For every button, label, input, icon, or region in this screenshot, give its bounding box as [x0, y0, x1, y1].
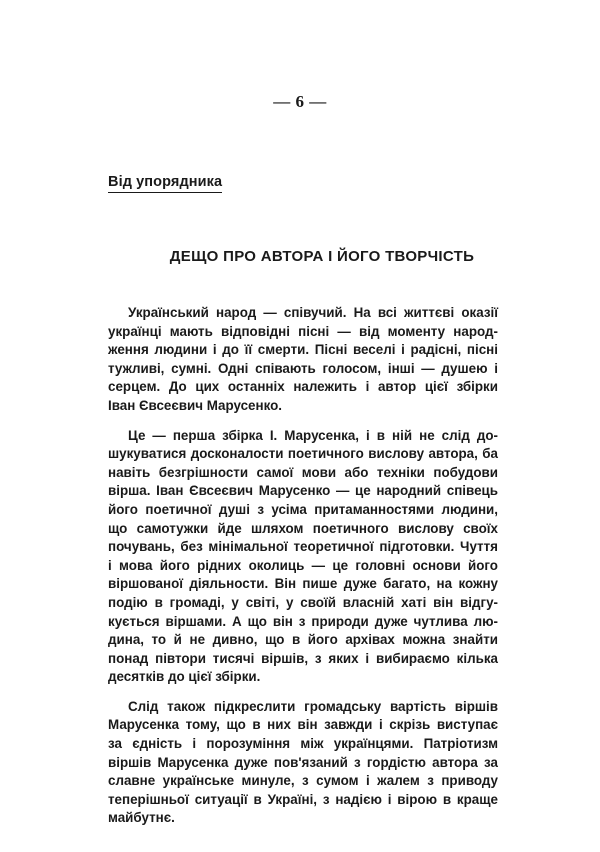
text-line: майбутнє. — [108, 810, 175, 826]
paragraph-2 — [108, 427, 498, 687]
text-line: Це — перша збірка І. Марусенка, і в ній не слід до- — [128, 427, 498, 443]
text-line: українці мають відповідні пісні — від моменту народ- — [108, 323, 498, 339]
text-line: шукуватися досконалости поетичного вислову автора, ба — [108, 446, 498, 462]
text-line: почувань, без мінімальної теоретичної підготовки. Чуття — [108, 539, 498, 555]
text-line: Марусенка тому, що в них він завжди і скрізь виступає — [108, 717, 498, 733]
text-line: вірша. Іван Євсеєвич Марусенко — це народний співець — [108, 483, 498, 499]
text-line: серцем. До цих останніх належить і автор цієї збірки — [108, 379, 498, 395]
text-line: і мова його рідних околиць — це головні основи його — [108, 557, 498, 573]
text-line: подію в громаді, у світі, у своїй власній хаті він відгу- — [108, 594, 498, 610]
section-label: Від упорядника — [108, 174, 222, 193]
text-line: ження людини і до її смерти. Пісні веселі і радісні, пісні — [108, 342, 498, 358]
text-line: навіть безгрішности самої мови або техніки побудови — [108, 464, 498, 480]
text-line: його поетичної душі з усіма притаманностями людини, — [108, 501, 498, 517]
text-line: теперішньої ситуації в Україні, з надією і вірою в краще — [108, 791, 498, 807]
text-line: Слід також підкреслити громадську вартість віршів — [128, 698, 498, 714]
text-line: десятків до цієї збірки. — [108, 669, 261, 685]
text-line: за єдність і порозуміння між українцями. Патріотизм — [108, 736, 498, 752]
text-line: що самотужки йде шляхом поетичного вислову своїх — [108, 520, 498, 536]
text-line: понад півтори тисячі віршів, з яких і вибираємо кілька — [108, 650, 498, 666]
page-number: — 6 — — [273, 92, 327, 111]
text-line: Український народ — співучий. На всі життєві оказії — [128, 305, 498, 320]
text-line: тужливі, сумні. Одні співають голосом, інші — душею і — [108, 360, 498, 376]
text-line: кується віршами. А що він з природи дуже чутлива лю- — [108, 613, 498, 629]
text-line: Іван Євсеєвич Марусенко. — [108, 397, 282, 413]
text-line: славне українське минуле, з сумом і жалем з приводу — [108, 773, 498, 789]
paragraph-3 — [108, 698, 498, 828]
paragraph-1 — [108, 304, 498, 416]
text-line: дина, то й не дивно, що в його архівах можна знайти — [108, 632, 498, 648]
body-text — [108, 304, 498, 839]
text-line: віршів Марусенка дуже пов'язаний з гордістю автора за — [108, 754, 498, 770]
article-title: ДЕЩО ПРО АВТОРА І ЙОГО ТВОРЧІСТЬ — [169, 248, 475, 265]
text-line: віршованої діяльности. Він пише дуже багато, на кожну — [108, 576, 498, 592]
